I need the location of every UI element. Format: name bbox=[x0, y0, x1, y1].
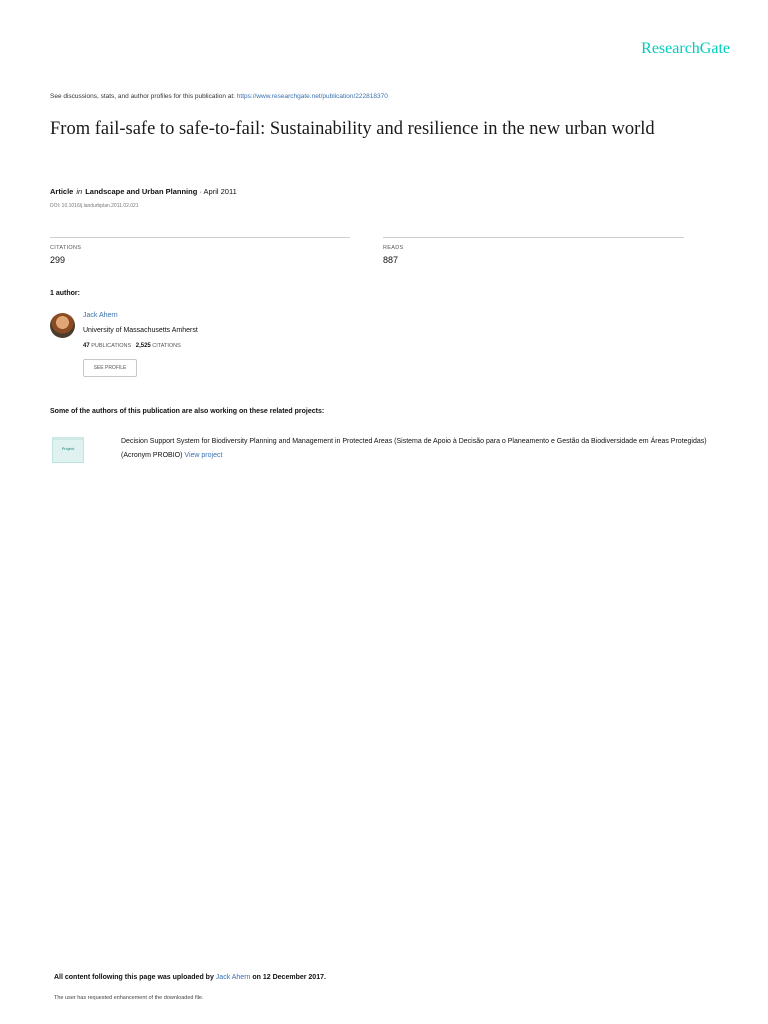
upload-prefix: All content following this page was uploaded by bbox=[54, 974, 216, 981]
project-icon: Project bbox=[52, 437, 84, 463]
upload-suffix: on 12 December 2017. bbox=[250, 974, 326, 981]
upload-notice bbox=[54, 974, 326, 981]
in-word: in bbox=[76, 187, 83, 196]
author-institution: University of Massachusetts Amherst bbox=[83, 327, 198, 334]
discussion-text: See discussions, stats, and author profiles for this publication at: bbox=[50, 93, 237, 100]
journal-name[interactable]: Landscape and Urban Planning bbox=[85, 187, 198, 196]
project-description-text: Decision Support System for Biodiversity Planning and Management in Protected Areas (Sistema de Apoio à Decisão para o Planeamento e Gestão da Biodiversidade em Áreas Protegidas) (Acronym PROBIO) bbox=[121, 438, 707, 459]
reads-value: 887 bbox=[383, 255, 399, 265]
citations-value: 299 bbox=[50, 255, 66, 265]
researchgate-logo[interactable]: ResearchGate bbox=[641, 40, 730, 57]
author-stats bbox=[83, 343, 181, 349]
divider-reads bbox=[383, 237, 684, 238]
discussion-line bbox=[50, 93, 388, 100]
see-profile-button[interactable]: SEE PROFILE bbox=[83, 359, 137, 377]
author-publications-label: PUBLICATIONS bbox=[91, 343, 132, 349]
publication-url-link[interactable]: https://www.researchgate.net/publication/222818370 bbox=[236, 93, 388, 100]
related-projects-heading: Some of the authors of this publication are also working on these related projects: bbox=[50, 408, 325, 415]
enhancement-note: The user has requested enhancement of the downloaded file. bbox=[54, 995, 204, 1001]
author-citations-label: CITATIONS bbox=[152, 343, 181, 349]
author-avatar[interactable] bbox=[50, 313, 75, 338]
reads-label: READS bbox=[383, 245, 404, 251]
divider-citations bbox=[50, 237, 350, 238]
author-publications-count: 47 bbox=[83, 343, 90, 349]
uploader-link[interactable]: Jack Ahern bbox=[215, 974, 251, 981]
author-count: 1 author: bbox=[50, 290, 80, 297]
author-name-link[interactable]: Jack Ahern bbox=[83, 312, 118, 319]
publication-doi: DOI: 10.1016/j.landurbplan.2011.02.021 bbox=[50, 203, 139, 209]
publication-type: Article bbox=[50, 187, 74, 196]
publication-title: From fail-safe to safe-to-fail: Sustainability and resilience in the new urban world bbox=[50, 119, 655, 139]
author-citations-count: 2,525 bbox=[135, 343, 151, 349]
publication-meta bbox=[50, 187, 237, 196]
project-description bbox=[121, 435, 721, 463]
publication-date: · April 2011 bbox=[197, 187, 237, 196]
citations-label: CITATIONS bbox=[50, 245, 82, 251]
view-project-link[interactable]: View project bbox=[184, 452, 223, 459]
